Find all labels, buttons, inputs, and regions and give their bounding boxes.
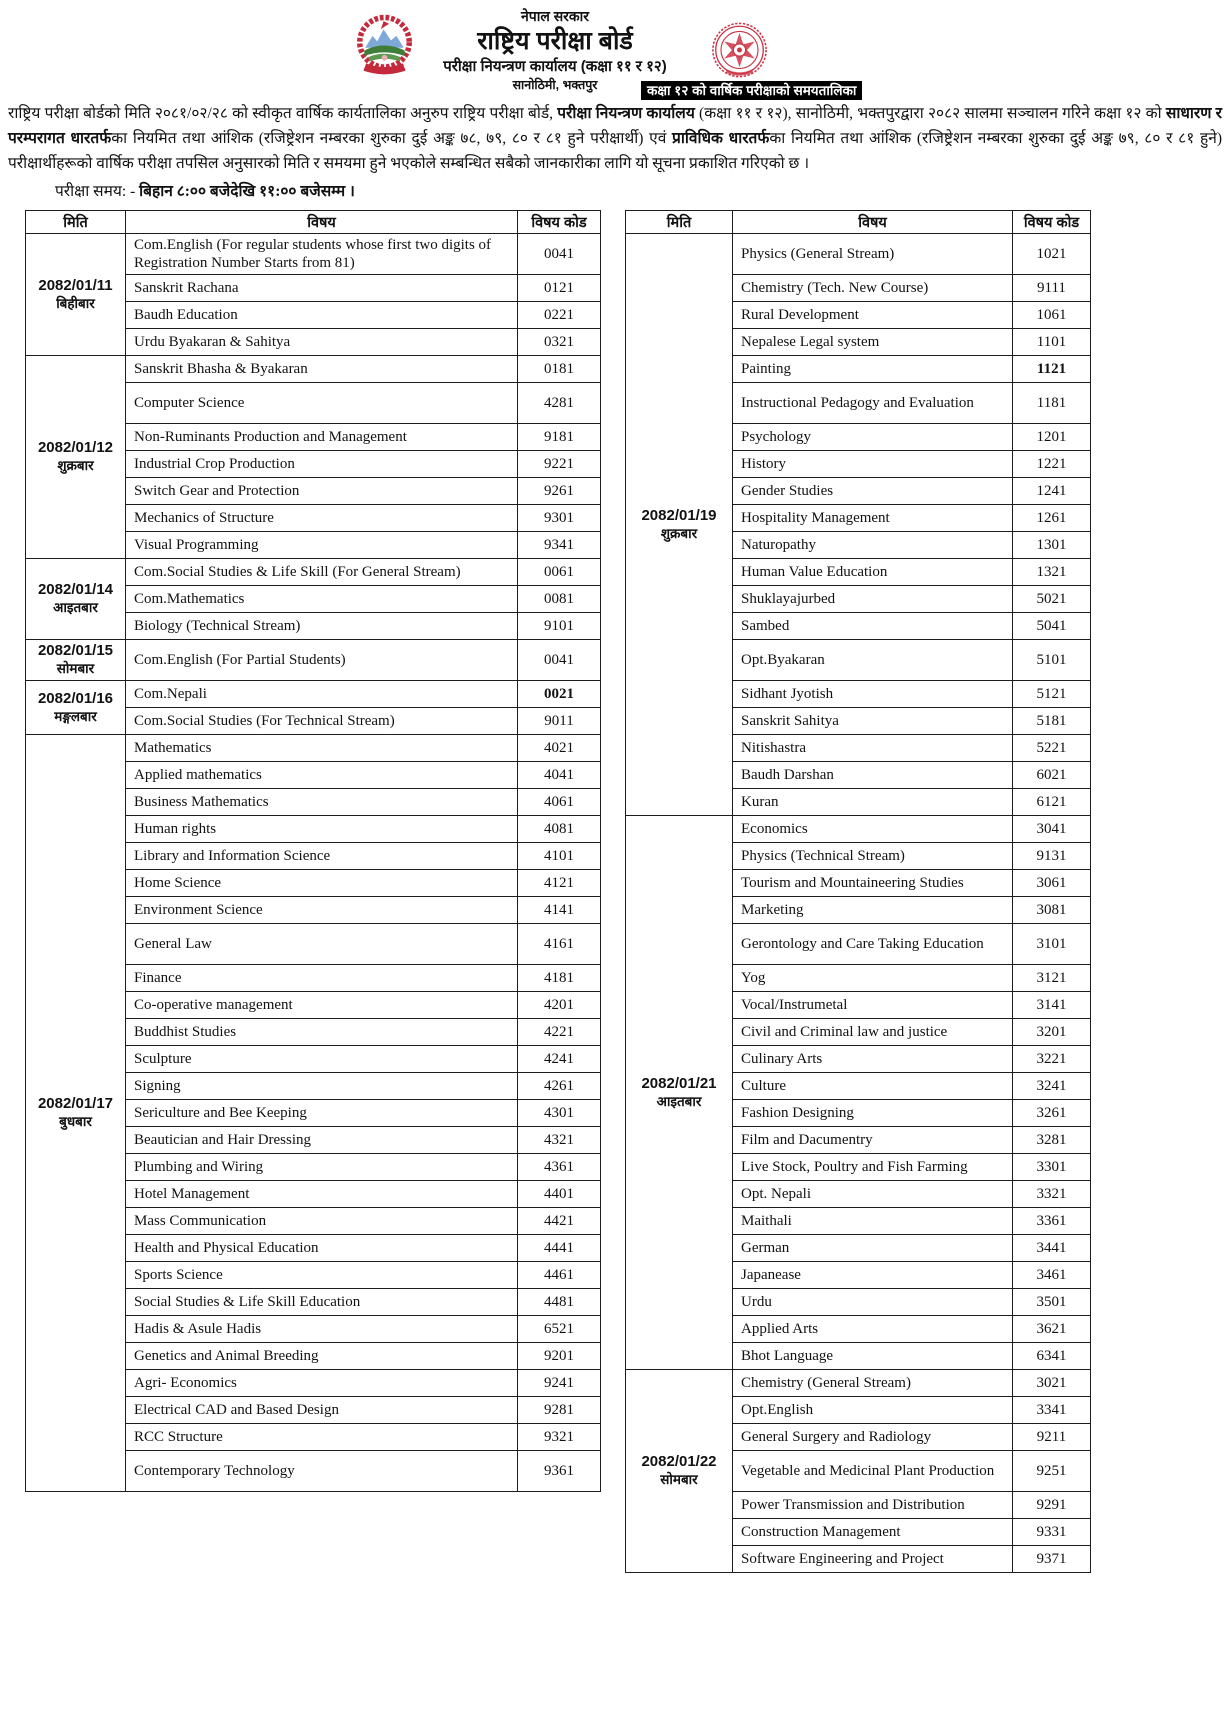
header-row [26, 211, 601, 234]
code-cell: 3501 [1013, 1289, 1091, 1316]
subject-cell: Rural Development [733, 302, 1013, 329]
column-header-code: विषय कोड [518, 211, 601, 234]
subject-cell: Signing [126, 1073, 518, 1100]
code-cell: 4161 [518, 924, 601, 965]
code-cell: 0041 [518, 234, 601, 275]
code-cell: 3121 [1013, 965, 1091, 992]
subject-cell: Com.Mathematics [126, 586, 518, 613]
code-cell: 1241 [1013, 478, 1091, 505]
subject-cell: Sanskrit Rachana [126, 275, 518, 302]
subject-cell: Mathematics [126, 735, 518, 762]
subject-cell: Urdu [733, 1289, 1013, 1316]
code-cell: 1121 [1013, 356, 1091, 383]
code-cell: 3341 [1013, 1397, 1091, 1424]
office-line: परीक्षा नियन्त्रण कार्यालय (कक्षा ११ र १२) [443, 58, 667, 75]
code-cell: 3081 [1013, 897, 1091, 924]
date-cell [26, 640, 126, 681]
schedule-tables [25, 210, 1230, 1573]
code-cell: 9101 [518, 613, 601, 640]
subject-cell: Visual Programming [126, 532, 518, 559]
code-cell: 0061 [518, 559, 601, 586]
subject-cell: Physics (Technical Stream) [733, 843, 1013, 870]
code-cell: 5221 [1013, 735, 1091, 762]
exam-day: शुक्रबार [660, 525, 698, 541]
exam-time-value: बिहान ८:०० बजेदेखि ११:०० बजेसम्म । [139, 183, 355, 200]
subject-cell: Computer Science [126, 383, 518, 424]
code-cell: 9211 [1013, 1424, 1091, 1451]
exam-day: आइतबार [656, 1093, 702, 1109]
code-cell: 5101 [1013, 640, 1091, 681]
subject-cell: Nitishastra [733, 735, 1013, 762]
intro-segment: का नियमित तथा आंशिक (रजिष्ट्रेशन नम्बरका शुरुका दुई अङ्क ७९, ८० र ८१ हुने) परीक्षार्थीहरूको वार्षिक परीक्षा तपसिल अनुसारको मिति र समयमा हुने भएकोले सम्बन्धित सबैको जानकारीका लागि यो सूचना प्रकाशित गरिएको छ । [8, 130, 1223, 172]
subject-cell: Industrial Crop Production [126, 451, 518, 478]
subject-cell: Sanskrit Bhasha & Byakaran [126, 356, 518, 383]
subject-cell: Vocal/Instrumetal [733, 992, 1013, 1019]
code-cell: 0321 [518, 329, 601, 356]
neb-seal-logo [711, 21, 768, 79]
subject-cell: Maithali [733, 1208, 1013, 1235]
subject-cell: Opt. Nepali [733, 1181, 1013, 1208]
column-header-date: मिति [26, 211, 126, 234]
exam-day: आइतबार [53, 600, 98, 615]
subject-cell: History [733, 451, 1013, 478]
table-row [26, 234, 601, 275]
code-cell: 1321 [1013, 559, 1091, 586]
code-cell: 9331 [1013, 1519, 1091, 1546]
date-cell [26, 234, 126, 356]
code-cell: 1261 [1013, 505, 1091, 532]
subject-cell: Gerontology and Care Taking Education [733, 924, 1013, 965]
code-cell: 4021 [518, 735, 601, 762]
subject-cell: Genetics and Animal Breeding [126, 1343, 518, 1370]
subject-cell: Culinary Arts [733, 1046, 1013, 1073]
code-cell: 9281 [518, 1397, 601, 1424]
code-cell: 5121 [1013, 681, 1091, 708]
subject-cell: Sambed [733, 613, 1013, 640]
table-row [626, 1370, 1091, 1397]
date-cell [26, 559, 126, 640]
code-cell: 4121 [518, 870, 601, 897]
code-cell: 1101 [1013, 329, 1091, 356]
column-header-subject: विषय [733, 211, 1013, 234]
exam-day: मङ्गलबार [54, 708, 97, 724]
code-cell: 4181 [518, 965, 601, 992]
code-cell: 6341 [1013, 1343, 1091, 1370]
code-cell: 3241 [1013, 1073, 1091, 1100]
code-cell: 4141 [518, 897, 601, 924]
code-cell: 3201 [1013, 1019, 1091, 1046]
subject-cell: Psychology [733, 424, 1013, 451]
subject-cell: General Law [126, 924, 518, 965]
subject-cell: Economics [733, 816, 1013, 843]
subject-cell: Co-operative management [126, 992, 518, 1019]
subject-cell: Shuklayajurbed [733, 586, 1013, 613]
subject-cell: Kuran [733, 789, 1013, 816]
subject-cell: Com.Social Studies & Life Skill (For General Stream) [126, 559, 518, 586]
code-cell: 3021 [1013, 1370, 1091, 1397]
exam-day: सोमबार [660, 1472, 698, 1487]
code-cell: 3361 [1013, 1208, 1091, 1235]
header-row [626, 211, 1091, 234]
code-cell: 3221 [1013, 1046, 1091, 1073]
code-cell: 3281 [1013, 1127, 1091, 1154]
intro-segment: साधारण र परम्परागत धारतर्फ [8, 105, 1222, 147]
code-cell: 1301 [1013, 532, 1091, 559]
exam-date: 2082/01/15 [37, 642, 114, 659]
notice-header [0, 0, 1230, 100]
subject-cell: Japanease [733, 1262, 1013, 1289]
code-cell: 1061 [1013, 302, 1091, 329]
column-header-subject: विषय [126, 211, 518, 234]
subject-cell: Physics (General Stream) [733, 234, 1013, 275]
code-cell: 9221 [518, 451, 601, 478]
code-cell: 9341 [518, 532, 601, 559]
code-cell: 1201 [1013, 424, 1091, 451]
table-row [26, 640, 601, 681]
subject-cell: Mechanics of Structure [126, 505, 518, 532]
code-cell: 3461 [1013, 1262, 1091, 1289]
subject-cell: Gender Studies [733, 478, 1013, 505]
code-cell: 9251 [1013, 1451, 1091, 1492]
code-cell: 3101 [1013, 924, 1091, 965]
code-cell: 4261 [518, 1073, 601, 1100]
schedule-title-banner: कक्षा १२ को वार्षिक परीक्षाको समयतालिका [641, 81, 862, 100]
subject-cell: Com.English (For Partial Students) [126, 640, 518, 681]
date-cell [626, 816, 733, 1370]
subject-cell: Sports Science [126, 1262, 518, 1289]
code-cell: 4081 [518, 816, 601, 843]
code-cell: 5021 [1013, 586, 1091, 613]
code-cell: 5041 [1013, 613, 1091, 640]
subject-cell: Finance [126, 965, 518, 992]
exam-day: सोमबार [56, 661, 95, 676]
code-cell: 9201 [518, 1343, 601, 1370]
subject-cell: Environment Science [126, 897, 518, 924]
subject-cell: Plumbing and Wiring [126, 1154, 518, 1181]
exam-time-label: परीक्षा समय: - [55, 183, 136, 200]
column-header-code: विषय कोड [1013, 211, 1091, 234]
board-title: राष्ट्रिय परीक्षा बोर्ड [477, 27, 633, 55]
code-cell: 1021 [1013, 234, 1091, 275]
code-cell: 4041 [518, 762, 601, 789]
code-cell: 9371 [1013, 1546, 1091, 1573]
code-cell: 9301 [518, 505, 601, 532]
exam-date: 2082/01/21 [641, 1074, 717, 1092]
code-cell: 4421 [518, 1208, 601, 1235]
subject-cell: Com.Nepali [126, 681, 518, 708]
code-cell: 1181 [1013, 383, 1091, 424]
code-cell: 9111 [1013, 275, 1091, 302]
subject-cell: Live Stock, Poultry and Fish Farming [733, 1154, 1013, 1181]
subject-cell: Sculpture [126, 1046, 518, 1073]
code-cell: 4321 [518, 1127, 601, 1154]
code-cell: 9181 [518, 424, 601, 451]
intro-segment: राष्ट्रिय परीक्षा बोर्डको मिति २०८१/०२/२८ को स्वीकृत वार्षिक कार्यतालिका अनुरुप राष्ट्रिय परीक्षा बोर्ड, [8, 105, 558, 122]
subject-cell: Naturopathy [733, 532, 1013, 559]
code-cell: 0121 [518, 275, 601, 302]
subject-cell: Opt.Byakaran [733, 640, 1013, 681]
subject-cell: Applied Arts [733, 1316, 1013, 1343]
code-cell: 3301 [1013, 1154, 1091, 1181]
code-cell: 4281 [518, 383, 601, 424]
code-cell: 0221 [518, 302, 601, 329]
code-cell: 3261 [1013, 1100, 1091, 1127]
subject-cell: Human rights [126, 816, 518, 843]
subject-cell: Com.English (For regular students whose first two digits of Registration Number Starts from 81) [126, 234, 518, 275]
exam-day: बुधबार [59, 1114, 92, 1129]
subject-cell: Instructional Pedagogy and Evaluation [733, 383, 1013, 424]
header-titles [345, 6, 765, 93]
subject-cell: Sericulture and Bee Keeping [126, 1100, 518, 1127]
subject-cell: Contemporary Technology [126, 1451, 518, 1492]
exam-date: 2082/01/16 [37, 689, 114, 707]
date-cell [26, 735, 126, 1492]
subject-cell: Hotel Management [126, 1181, 518, 1208]
code-cell: 4241 [518, 1046, 601, 1073]
date-cell [626, 234, 733, 816]
subject-cell: Yog [733, 965, 1013, 992]
subject-cell: Chemistry (Tech. New Course) [733, 275, 1013, 302]
code-cell: 9131 [1013, 843, 1091, 870]
subject-cell: Business Mathematics [126, 789, 518, 816]
exam-date: 2082/01/22 [641, 1453, 717, 1470]
subject-cell: Electrical CAD and Based Design [126, 1397, 518, 1424]
exam-day: बिहीबार [56, 295, 95, 311]
subject-cell: Hospitality Management [733, 505, 1013, 532]
date-cell [26, 681, 126, 735]
code-cell: 4401 [518, 1181, 601, 1208]
intro-segment: प्राविधिक धारतर्फ [672, 130, 770, 147]
code-cell: 4221 [518, 1019, 601, 1046]
intro-paragraph [8, 101, 1222, 176]
intro-segment: परीक्षा नियन्त्रण कार्यालय [557, 105, 695, 122]
intro-segment: (कक्षा ११ र १२), सानोठिमी, भक्तपुरद्वारा २०८२ सालमा सञ्चालन गरिने कक्षा १२ को [694, 105, 1166, 122]
address-line: सानोठिमी, भक्तपुर [512, 78, 598, 92]
subject-cell: Home Science [126, 870, 518, 897]
subject-cell: Health and Physical Education [126, 1235, 518, 1262]
subject-cell: General Surgery and Radiology [733, 1424, 1013, 1451]
date-cell [626, 1370, 733, 1573]
subject-cell: Power Transmission and Distribution [733, 1492, 1013, 1519]
subject-cell: Human Value Education [733, 559, 1013, 586]
exam-date: 2082/01/19 [641, 506, 717, 524]
table-row [626, 234, 1091, 275]
subject-cell: Software Engineering and Project [733, 1546, 1013, 1573]
subject-cell: Construction Management [733, 1519, 1013, 1546]
exam-date: 2082/01/11 [38, 276, 113, 294]
table-row [26, 681, 601, 708]
code-cell: 9321 [518, 1424, 601, 1451]
subject-cell: RCC Structure [126, 1424, 518, 1451]
column-header-date: मिति [626, 211, 733, 234]
exam-date: 2082/01/17 [37, 1095, 114, 1112]
intro-segment: का नियमित तथा आंशिक (रजिष्ट्रेशन नम्बरका शुरुका दुई अङ्क ७८, ७९, ८० र ८१ हुने परीक्षार्थी) एवं [111, 130, 673, 147]
subject-cell: Tourism and Mountaineering Studies [733, 870, 1013, 897]
subject-cell: Sidhant Jyotish [733, 681, 1013, 708]
code-cell: 3441 [1013, 1235, 1091, 1262]
subject-cell: Buddhist Studies [126, 1019, 518, 1046]
subject-cell: Com.Social Studies (For Technical Stream) [126, 708, 518, 735]
code-cell: 4061 [518, 789, 601, 816]
subject-cell: Non-Ruminants Production and Management [126, 424, 518, 451]
subject-cell: Bhot Language [733, 1343, 1013, 1370]
subject-cell: Nepalese Legal system [733, 329, 1013, 356]
code-cell: 4481 [518, 1289, 601, 1316]
table-row [26, 356, 601, 383]
code-cell: 3621 [1013, 1316, 1091, 1343]
subject-cell: Baudh Education [126, 302, 518, 329]
subject-cell: Mass Communication [126, 1208, 518, 1235]
code-cell: 9261 [518, 478, 601, 505]
subject-cell: Civil and Criminal law and justice [733, 1019, 1013, 1046]
subject-cell: Fashion Designing [733, 1100, 1013, 1127]
subject-cell: Hadis & Asule Hadis [126, 1316, 518, 1343]
code-cell: 4301 [518, 1100, 601, 1127]
subject-cell: Applied mathematics [126, 762, 518, 789]
subject-cell: Sanskrit Sahitya [733, 708, 1013, 735]
subject-cell: Opt.English [733, 1397, 1013, 1424]
code-cell: 3141 [1013, 992, 1091, 1019]
subject-cell: Film and Dacumentry [733, 1127, 1013, 1154]
code-cell: 4461 [518, 1262, 601, 1289]
code-cell: 5181 [1013, 708, 1091, 735]
subject-cell: Vegetable and Medicinal Plant Production [733, 1451, 1013, 1492]
subject-cell: Switch Gear and Protection [126, 478, 518, 505]
code-cell: 0181 [518, 356, 601, 383]
subject-cell: Beautician and Hair Dressing [126, 1127, 518, 1154]
code-cell: 6521 [518, 1316, 601, 1343]
code-cell: 6021 [1013, 762, 1091, 789]
subject-cell: Urdu Byakaran & Sahitya [126, 329, 518, 356]
exam-time-line [55, 181, 1230, 203]
subject-cell: Painting [733, 356, 1013, 383]
subject-cell: Social Studies & Life Skill Education [126, 1289, 518, 1316]
code-cell: 3321 [1013, 1181, 1091, 1208]
code-cell: 0081 [518, 586, 601, 613]
code-cell: 9361 [518, 1451, 601, 1492]
code-cell: 6121 [1013, 789, 1091, 816]
government-line: नेपाल सरकार [520, 8, 590, 24]
exam-date: 2082/01/12 [37, 439, 114, 456]
code-cell: 4101 [518, 843, 601, 870]
table-row [26, 559, 601, 586]
subject-cell: Library and Information Science [126, 843, 518, 870]
code-cell: 3061 [1013, 870, 1091, 897]
table-row [626, 816, 1091, 843]
subject-cell: Biology (Technical Stream) [126, 613, 518, 640]
date-cell [26, 356, 126, 559]
subject-cell: German [733, 1235, 1013, 1262]
exam-date: 2082/01/14 [37, 581, 114, 598]
exam-schedule-table-right [625, 210, 1091, 1573]
code-cell: 9011 [518, 708, 601, 735]
subject-cell: Marketing [733, 897, 1013, 924]
code-cell: 4441 [518, 1235, 601, 1262]
code-cell: 3041 [1013, 816, 1091, 843]
code-cell: 0041 [518, 640, 601, 681]
subject-cell: Baudh Darshan [733, 762, 1013, 789]
code-cell: 4201 [518, 992, 601, 1019]
code-cell: 9291 [1013, 1492, 1091, 1519]
subject-cell: Chemistry (General Stream) [733, 1370, 1013, 1397]
code-cell: 0021 [518, 681, 601, 708]
table-row [26, 735, 601, 762]
exam-schedule-table-left [25, 210, 601, 1492]
subject-cell: Culture [733, 1073, 1013, 1100]
code-cell: 1221 [1013, 451, 1091, 478]
exam-day: शुक्रबार [57, 458, 94, 473]
subject-cell: Agri- Economics [126, 1370, 518, 1397]
code-cell: 4361 [518, 1154, 601, 1181]
code-cell: 9241 [518, 1370, 601, 1397]
